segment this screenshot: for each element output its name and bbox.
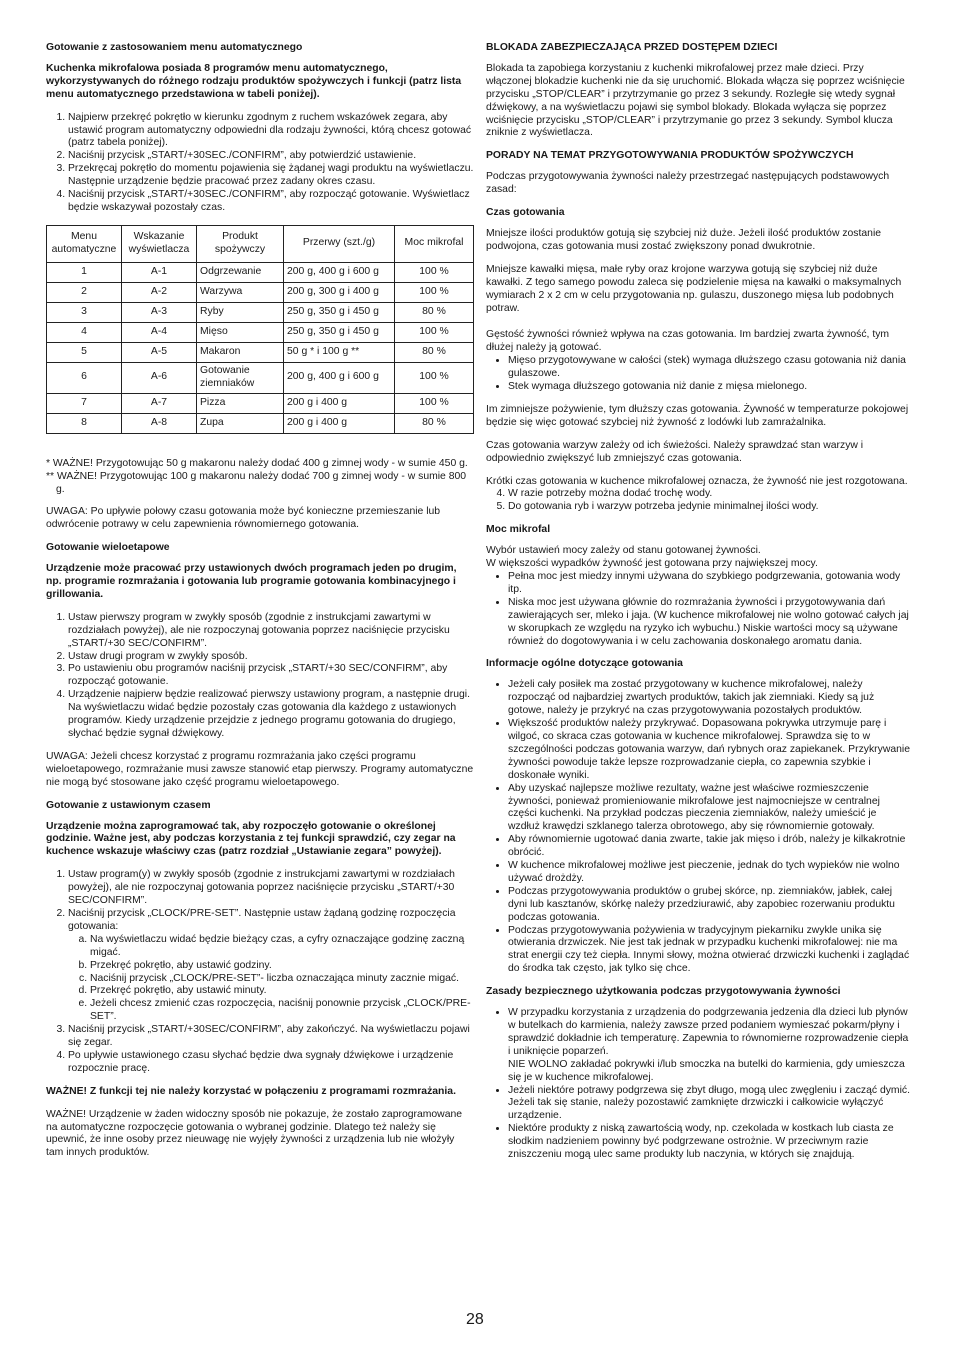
list-item: • Mięso przygotowywane w całości (stek) wymaga dłuższego czasu gotowania niż dania gulaszowe. xyxy=(508,355,910,381)
multistage-note: UWAGA: Jeżeli chcesz korzystać z programu rozmrażania jako części programu wieloetapowego, rozmrażanie musi zawsze stanowić etap pierwszy. Programy automatyczne nie mogą być stosowane jako część programu wieloetapowego. xyxy=(46,750,474,788)
stir-note: UWAGA: Po upływie połowy czasu gotowania może być konieczne przemieszanie lub odwrócenie potrawy w celu zapewnienia równomiernego gotowania. xyxy=(46,506,441,531)
column-header: Wskazanie wyświetlacza xyxy=(122,225,197,262)
table-cell: 200 g, 300 g i 400 g xyxy=(284,282,395,302)
list-item: c. Naciśnij przycisk „CLOCK/PRE-SET”- liczba oznaczająca minuty zacznie migać. xyxy=(90,973,474,986)
multistage-heading: Gotowanie wieloetapowe xyxy=(46,542,170,554)
table-cell: 200 g, 400 g i 600 g xyxy=(284,362,395,393)
list-item: 2. Naciśnij przycisk „START/+30SEC./CONFIRM”, aby potwierdzić ustawienie. xyxy=(68,150,474,163)
table-row xyxy=(47,282,474,302)
table-row xyxy=(47,342,474,362)
list-item: • Aby uzyskać najlepsze możliwe rezultaty, ważne jest właściwe rozmieszczenie żywności, ponieważ promieniowanie mikrofalowe jest najmocniejsze w centralnej części kuchenki. Na przykład podczas pieczenia ziemniaków, należy umieścić je wzdłuż krawędzi szklanego talerza obrotowego, aby się równomiernie gotowały. xyxy=(508,783,910,835)
warning-indicator: WAŻNE! Urządzenie w żaden widoczny sposób nie pokazuje, że zostało zaprogramowane na automatyczne rozpoczęcie gotowania o wybranej godzinie. Dlatego też należy się upewnić, że inne osoby przez nieuwagę nie wyjęły żywności z urządzenia lub nie włożyły tam innych produktów. xyxy=(46,1108,463,1159)
table-header-row xyxy=(47,225,474,262)
table-cell: 2 xyxy=(47,282,122,302)
list-item: • Niska moc jest używana głównie do rozmrażania żywności i przygotowywania dań zawierających ser, mleko i jaja. (W kuchence mikrofalowej nie wolno gotować całych jaj w skorupkach ze względu na ryzyko ich wybuchu.) Niskie wartości mocy są używane również do dogotowywania i w celu zachowania doskonałego aromatu dania. xyxy=(508,597,910,649)
table-cell: A-4 xyxy=(122,322,197,342)
multistage-steps xyxy=(46,612,474,741)
table-cell: 80 % xyxy=(395,413,474,433)
table-row xyxy=(47,262,474,282)
table-cell: A-2 xyxy=(122,282,197,302)
list-item: b. Przekręć pokrętło, aby ustawić godziny. xyxy=(90,960,474,973)
safety-bullets xyxy=(486,1007,910,1162)
list-item: 2. Ustaw drugi program w zwykły sposób. xyxy=(68,651,474,664)
power-bullets xyxy=(486,571,910,648)
table-row xyxy=(47,322,474,342)
auto-menu-steps xyxy=(46,112,474,215)
table-row xyxy=(47,413,474,433)
paragraph: Krótki czas gotowania w kuchence mikrofalowej oznacza, że żywność nie jest rozgotowana. xyxy=(486,475,908,487)
power-heading: Moc mikrofal xyxy=(486,524,551,536)
list-item: 1. Najpierw przekręć pokrętło w kierunku zgodnym z ruchem wskazówek zegara, aby ustawić program automatyczny odpowiedni dla rodzaju żywności, którą chcesz gotować (patrz tabela poniżej). xyxy=(68,112,474,151)
table-cell: Odgrzewanie xyxy=(197,262,284,282)
table-cell: 3 xyxy=(47,302,122,322)
list-item: 4. Naciśnij przycisk „START/+30SEC./CONFIRM”, aby rozpocząć gotowanie. Wyświetlacz będzie wskazywał pozostały czas. xyxy=(68,189,474,215)
table-cell: A-5 xyxy=(122,342,197,362)
column-header: Moc mikrofal xyxy=(395,225,474,262)
list-item: 3. Naciśnij przycisk „START/+30SEC/CONFIRM”, aby zakończyć. Na wyświetlaczu pojawi się zegar. xyxy=(68,1024,474,1050)
table-cell: 1 xyxy=(47,262,122,282)
column-header: Menu automatyczne xyxy=(47,225,122,262)
table-cell: 50 g * i 100 g ** xyxy=(284,342,395,362)
table-cell: A-3 xyxy=(122,302,197,322)
list-item: 4. W razie potrzeby można dodać trochę wody. xyxy=(508,488,910,501)
list-item xyxy=(68,908,474,1024)
table-cell: 80 % xyxy=(395,302,474,322)
paragraph: Wybór ustawień mocy zależy od stanu gotowanej żywności. xyxy=(486,545,761,557)
list-item-text: NIE WOLNO zakładać pokrywki i/lub smoczka na butelki do karmienia, gdy umieszcza się je w kuchence mikrofalowej. xyxy=(508,1058,905,1083)
general-info-bullets xyxy=(486,679,910,976)
list-item: • Podczas przygotowywania produktów o grubej skórce, np. ziemniaków, jabłek, całej dyni lub kasztanów, skórkę należy przedziurawić, aby zapobiec rozerwaniu produktu podczas gotowania. xyxy=(508,886,910,925)
table-cell: 100 % xyxy=(395,362,474,393)
list-item: • Stek wymaga dłuższego gotowania niż danie z mięsa mielonego. xyxy=(508,381,910,394)
multistage-intro: Urządzenie może pracować przy ustawionych dwóch programach jeden po drugim, np. programie rozmrażania i gotowania lub programie gotowania kombinacyjnego i grillowania. xyxy=(46,563,457,600)
table-cell: A-8 xyxy=(122,413,197,433)
table-cell: 200 g i 400 g xyxy=(284,393,395,413)
table-cell: 100 % xyxy=(395,282,474,302)
table-cell: 100 % xyxy=(395,393,474,413)
timed-cooking-heading: Gotowanie z ustawionym czasem xyxy=(46,799,211,811)
list-item: • Jeżeli niektóre potrawy podgrzewa się zbyt długo, mogą ulec zwęgleniu i zacząć dymić. Jeżeli tak się stanie, należy pozostawić zamknięte drzwiczki i całkowicie wyłączyć urządzenie. xyxy=(508,1085,910,1124)
list-item: 1. Ustaw program(y) w zwykły sposób (zgodnie z instrukcjami zawartymi w rozdziałach powyżej), ale nie rozpoczynaj gotowania poprzez naciśnięcie przycisku „START/+30 SEC/CONFIRM”. xyxy=(68,869,474,908)
table-cell: Zupa xyxy=(197,413,284,433)
auto-menu-table xyxy=(46,225,474,434)
list-item: 1. Ustaw pierwszy program w zwykły sposób (zgodnie z instrukcjami zawartymi w rozdziałach powyżej), ale nie rozpoczynaj gotowania poprzez naciśnięcie przycisku „START/+30 SEC/CONFIRM”. xyxy=(68,612,474,651)
table-cell: 250 g, 350 g i 450 g xyxy=(284,322,395,342)
table-row xyxy=(47,302,474,322)
list-item-text: • W przypadku korzystania z urządzenia do podgrzewania jedzenia dla dzieci lub płynów w butelkach do karmienia, należy zawsze przed podaniem wymieszać pokarm/płyny i sprawdzić dokładnie ich temperaturę. Zapewnia to równomierne rozprowadzenie ciepła i uniknięcie poparzeń. xyxy=(508,1007,909,1057)
list-item: • Większość produktów należy przykrywać. Dopasowana pokrywka utrzymuje parę i wilgoć, co skraca czas gotowania w kuchence mikrofalowej. Sprawdza się to w szczególności podczas gotowania warzyw, dań rybnych oraz zapiekanek. Przykrywanie żywności powoduje także lepsze rozprowadzanie ciepła, co zapewnia szybkie i doskonałe wyniki. xyxy=(508,718,910,783)
paragraph: Gęstość żywności również wpływa na czas gotowania. Im bardziej zwarta żywność, tym dłużej należy ją gotować. xyxy=(486,329,890,354)
right-column xyxy=(486,42,910,1172)
left-column xyxy=(46,42,474,1170)
water-tips xyxy=(486,488,910,514)
table-cell: 6 xyxy=(47,362,122,393)
paragraph: W większości wypadków żywność jest gotowana przy największej mocy. xyxy=(486,558,818,570)
table-cell: Pizza xyxy=(197,393,284,413)
list-item: a. Na wyświetlaczu widać będzie bieżący czas, a cyfry oznaczające godzinę zaczną migać. xyxy=(90,934,474,960)
table-cell: A-6 xyxy=(122,362,197,393)
table-cell: 100 % xyxy=(395,262,474,282)
sub-steps xyxy=(68,934,474,1024)
paragraph: Czas gotowania warzyw zależy od ich świeżości. Należy sprawdzać stan warzyw i odpowiednio zwiększyć lub zmniejszyć czas gotowania. xyxy=(486,439,864,464)
list-item: • Jeżeli cały posiłek ma zostać przygotowany w kuchence mikrofalowej, należy rozpocząć od najbardziej zwartych produktów, takich jak ziemniaki. Kiedy są już gotowe, należy je przykryć na czas przygotowywania pozostałych produktów. xyxy=(508,679,910,718)
list-item: • Niektóre produkty z niską zawartością wody, np. czekolada w kostkach lub ciasta ze słodkim nadzieniem powinny być podgrzewane ostrożnie. W przeciwnym razie zniszczeniu mogą ulec same produkty lub naczynia, w których się znajdują. xyxy=(508,1123,910,1162)
auto-menu-heading: Gotowanie z zastosowaniem menu automatycznego xyxy=(46,42,303,53)
table-cell: 200 g i 400 g xyxy=(284,413,395,433)
density-bullets xyxy=(486,355,910,394)
table-cell: 80 % xyxy=(395,342,474,362)
table-cell: A-1 xyxy=(122,262,197,282)
paragraph: Im zimniejsze pożywienie, tym dłuższy czas gotowania. Żywność w temperaturze pokojowej będzie się więc gotować szybciej niż żywność z lodówki lub zamrażalnika. xyxy=(486,403,909,428)
footnote-100g: ** WAŻNE! Przygotowując 100 g makaronu należy dodać 700 g zimnej wody - w sumie 800 g. xyxy=(46,470,467,495)
warning-defrost: WAŻNE! Z funkcji tej nie należy korzystać w połączeniu z programami rozmrażania. xyxy=(46,1085,456,1097)
child-lock-heading: BLOKADA ZABEZPIECZAJĄCA PRZED DOSTĘPEM DZIECI xyxy=(486,42,778,53)
page-number: 28 xyxy=(466,1311,484,1328)
list-item xyxy=(508,1007,910,1084)
table-row xyxy=(47,393,474,413)
list-item: • W kuchence mikrofalowej możliwe jest pieczenie, jednak do tych wypieków nie wolno używać drożdży. xyxy=(508,860,910,886)
table-cell: Mięso xyxy=(197,322,284,342)
list-item: 3. Przekręcaj pokrętło do momentu pojawienia się żądanej wagi produktu na wyświetlaczu. Następnie urządzenie będzie pracować przez zadany okres czasu. xyxy=(68,163,474,189)
table-cell: Gotowanie ziemniaków xyxy=(197,362,284,393)
list-item: • Pełna moc jest miedzy innymi używana do szybkiego podgrzewania, gotowania wody itp. xyxy=(508,571,910,597)
table-cell: 250 g, 350 g i 450 g xyxy=(284,302,395,322)
list-item: d. Przekręć pokrętło, aby ustawić minuty. xyxy=(90,985,474,998)
table-cell: 4 xyxy=(47,322,122,342)
list-item: 4. Po upływie ustawionego czasu słychać będzie dwa sygnały dźwiękowe i urządzenie rozpocznie pracę. xyxy=(68,1050,474,1076)
list-item: • Podczas przygotowywania pożywienia w tradycyjnym piekarniku zwykle unika się otwierania drzwiczek. Nie jest tak jednak w przypadku kuchenki mikrofalowej: nie ma strat energii czy też ciepła. Innymi słowy, można otwierać drzwiczki kuchenki i zaglądać do środka tak często, jak tylko się chce. xyxy=(508,925,910,977)
footnote-50g: * WAŻNE! Przygotowując 50 g makaronu należy dodać 400 g zimnej wody - w sumie 450 g. xyxy=(46,457,468,469)
list-item-text: Naciśnij przycisk „CLOCK/PRE-SET”. Następnie ustaw żądaną godzinę rozpoczęcia gotowania: xyxy=(68,907,456,932)
table-cell: Makaron xyxy=(197,342,284,362)
table-cell: 8 xyxy=(47,413,122,433)
food-tips-intro: Podczas przygotowywania żywności należy przestrzegać następujących podstawowych zasad: xyxy=(486,171,890,196)
table-cell: 7 xyxy=(47,393,122,413)
list-item: 3. Po ustawieniu obu programów naciśnij przycisk „START/+30 SEC/CONFIRM”, aby rozpocząć gotowanie. xyxy=(68,663,474,689)
column-header: Produkt spożywczy xyxy=(197,225,284,262)
auto-menu-intro: Kuchenka mikrofalowa posiada 8 programów menu automatycznego, wykorzystywanych do różnego rodzaju produktów spożywczych i funkcji (patrz lista menu automatycznego przedstawiona w tabeli poniżej). xyxy=(46,62,462,100)
table-cell: Warzywa xyxy=(197,282,284,302)
list-item: e. Jeżeli chcesz zmienić czas rozpoczęcia, naciśnij ponownie przycisk „CLOCK/PRE-SET”. xyxy=(90,998,474,1024)
child-lock-text: Blokada ta zapobiega korzystaniu z kuchenki mikrofalowej przez małe dzieci. Przy włączonej blokadzie kuchenki nie da się uruchomić. Blokada włącza się poprzez wciśnięcie przycisku „STOP/CLEAR” i przytrzymanie go przez 3 sekundy. Rozległe się wtedy sygnał dźwiękowy, a na wyświetlaczu pojawi się symbol blokady. Blokada wyłącza się poprzez wciśnięcie przycisku „STOP/CLEAR” i przytrzymanie go przez 3 sekundy. Symbol klucza zniknie z wyświetlacza. xyxy=(486,62,905,139)
paragraph: Mniejsze ilości produktów gotują się szybciej niż duże. Jeżeli ilość produktów zostanie podwojona, czas gotowania musi zostać zwiększony ponad dwukrotnie. xyxy=(486,227,882,252)
list-item: 4. Urządzenie najpierw będzie realizować pierwszy ustawiony program, a następnie drugi. Na wyświetlaczu widać będzie pozostały czas gotowania dla każdego z ustawionych programów. Kiedy urządzenie przejdzie z jednego programu gotowania do drugiego, słychać będzie sygnał dźwiękowy. xyxy=(68,689,474,741)
list-item: • Aby równomiernie ugotować dania zwarte, takie jak mięso i drób, należy je kilkakrotnie obrócić. xyxy=(508,834,910,860)
table-cell: 5 xyxy=(47,342,122,362)
general-info-heading: Informacje ogólne dotyczące gotowania xyxy=(486,658,683,670)
table-cell: A-7 xyxy=(122,393,197,413)
cooking-time-heading: Czas gotowania xyxy=(486,207,565,219)
table-row xyxy=(47,362,474,393)
timed-cooking-steps xyxy=(46,869,474,1076)
table-cell: 100 % xyxy=(395,322,474,342)
food-tips-heading: PORADY NA TEMAT PRZYGOTOWYWANIA PRODUKTÓW SPOŻYWCZYCH xyxy=(486,150,854,162)
timed-cooking-intro: Urządzenie można zaprogramować tak, aby rozpoczęło gotowanie o określonej godzinie. Ważne jest, aby podczas korzystania z tej funkcji sprawdzić, czy zegar na kuchence wskazuje właściwy czas (patrz rozdział „Ustawianie zegara” powyżej). xyxy=(46,820,456,858)
list-item: 5. Do gotowania ryb i warzyw potrzeba jedynie minimalnej ilości wody. xyxy=(508,501,910,514)
table-cell: Ryby xyxy=(197,302,284,322)
column-header: Przerwy (szt./g) xyxy=(284,225,395,262)
safety-heading: Zasady bezpiecznego użytkowania podczas przygotowywania żywności xyxy=(486,986,841,998)
table-cell: 200 g, 400 g i 600 g xyxy=(284,262,395,282)
paragraph: Mniejsze kawałki mięsa, małe ryby oraz krojone warzywa gotują się szybciej niż duże kawałki. Z tego samego powodu zaleca się podzielenie mięsa na kawałki o maksymalnych wymiarach 2 x 2 cm w celu przygotowania np. gulaszu, duszonego mięsa lub podobnych potraw. xyxy=(486,263,902,314)
